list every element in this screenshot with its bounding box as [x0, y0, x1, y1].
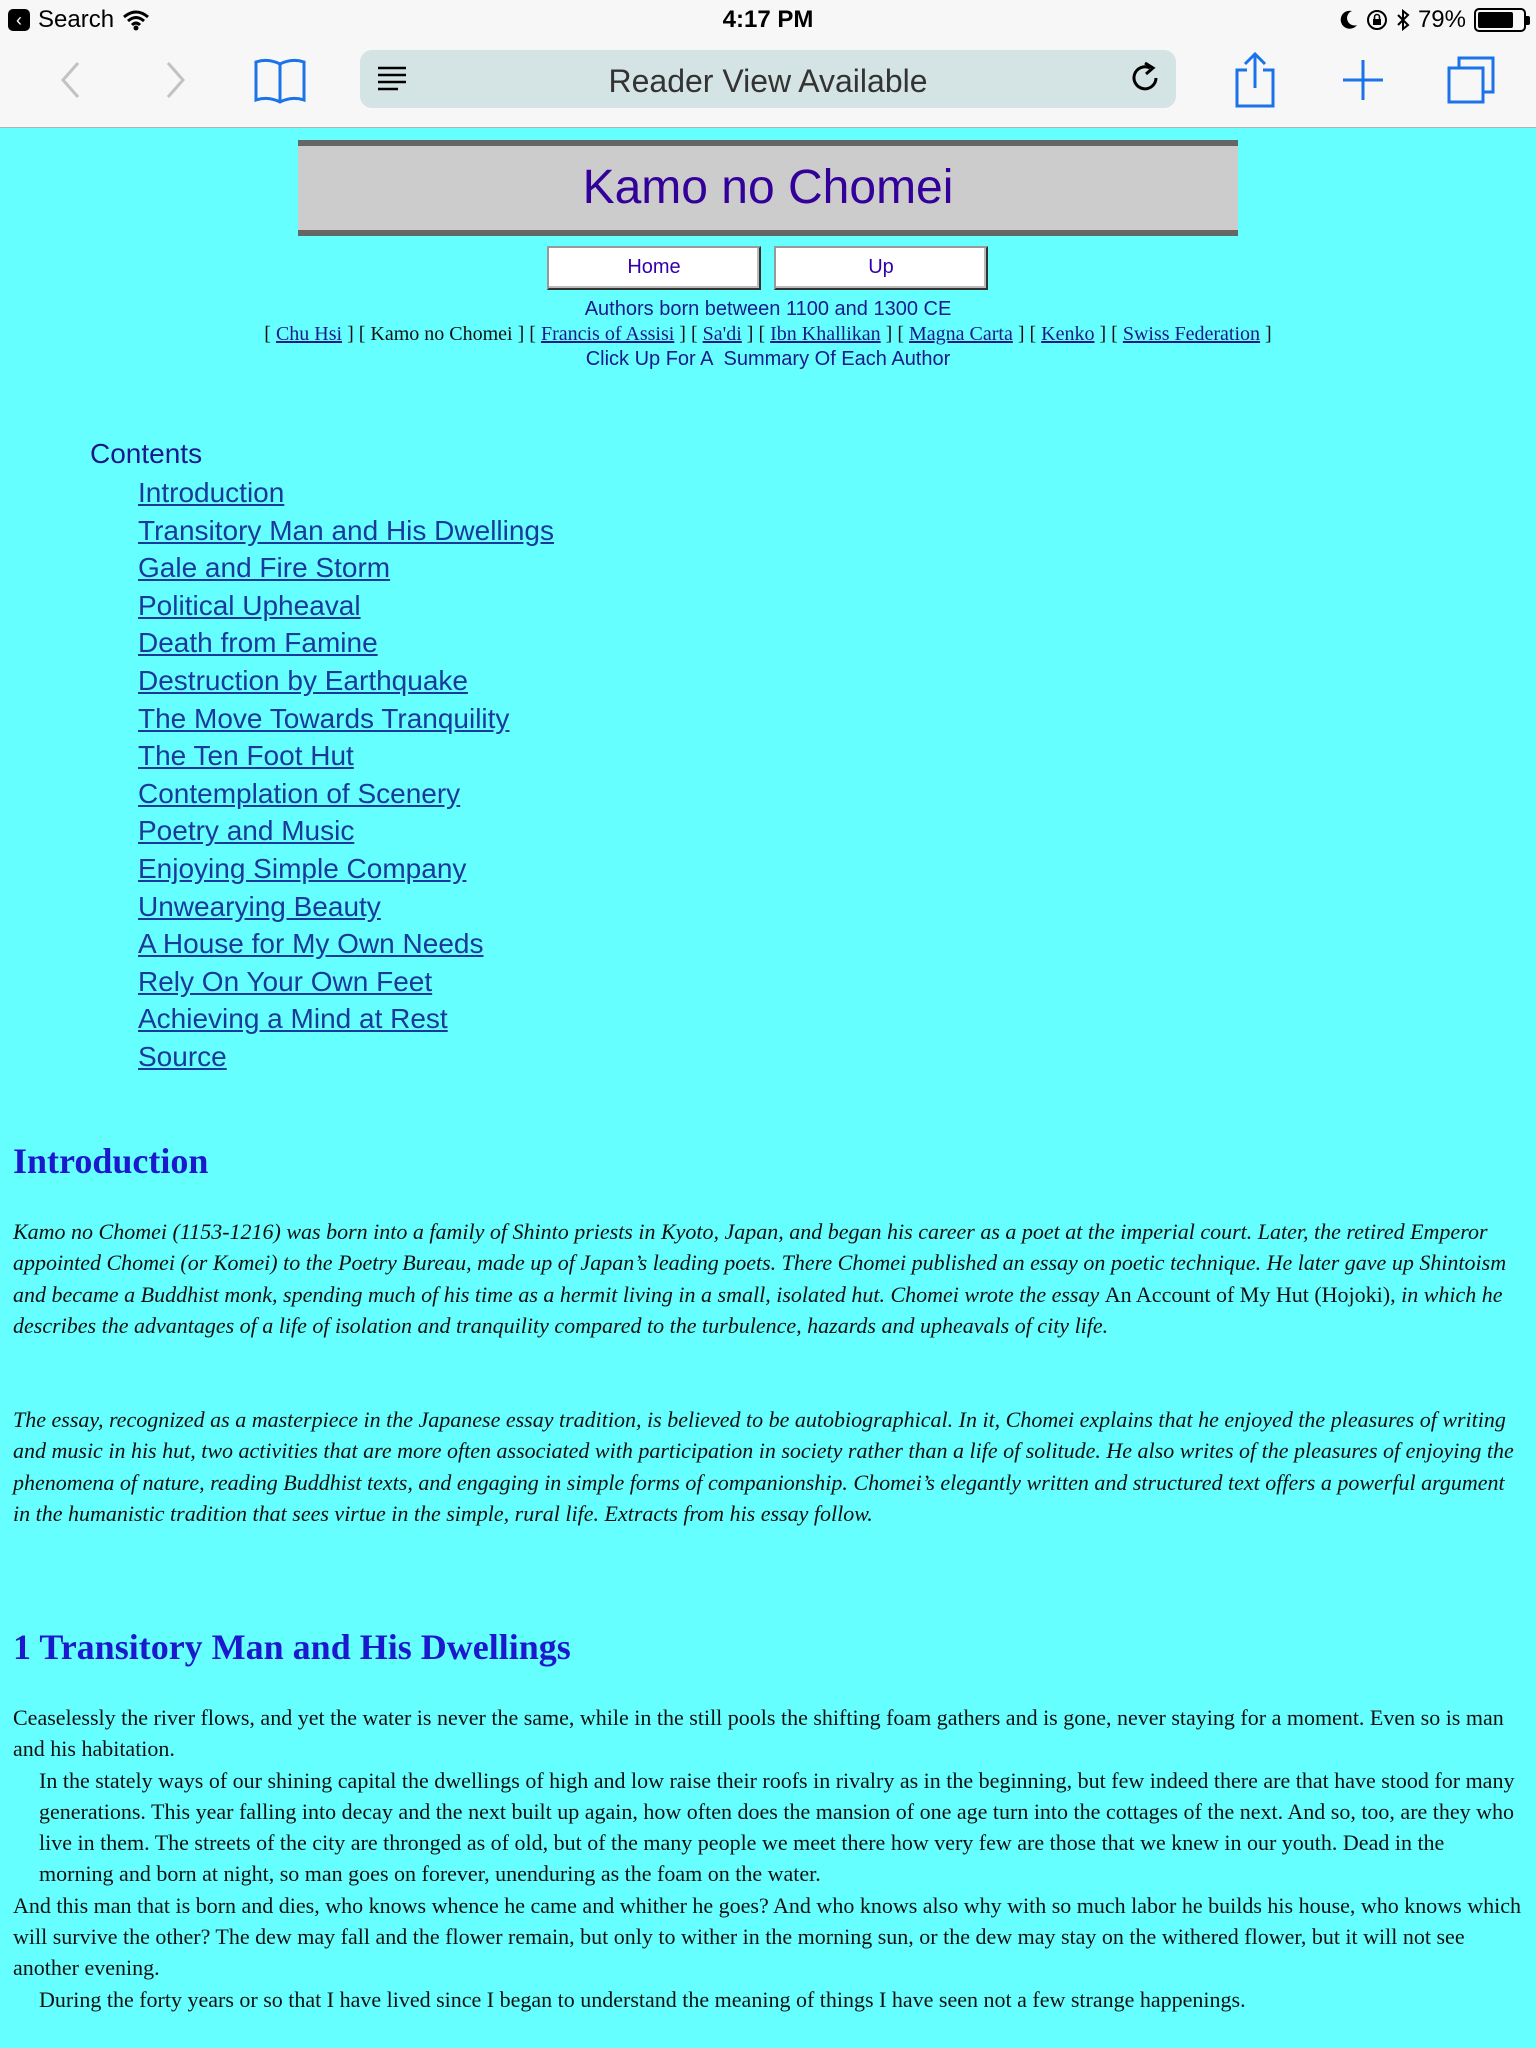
toc-link-scenery[interactable]: Contemplation of Scenery	[138, 777, 461, 809]
toc-link-political[interactable]: Political Upheaval	[138, 589, 361, 621]
bluetooth-icon	[1396, 9, 1410, 31]
section1-p3: And this man that is born and dies, who knows whence he came and whither he goes? And who knows also why with so much labor he builds his house, who knows which will survive the other? The dew may fall and the flower remain, but only to wither in the morning sun, or the dew may stay on the withered flower, but it will not see another evening.	[13, 1892, 1521, 1981]
share-icon	[1233, 52, 1277, 108]
toc-item	[138, 963, 554, 1001]
share-button[interactable]	[1230, 48, 1280, 112]
forward-icon	[165, 60, 187, 100]
new-tab-button[interactable]	[1338, 48, 1388, 112]
author-link-magna-carta[interactable]: Magna Carta	[908, 323, 1013, 345]
back-to-app-label: Search	[38, 6, 115, 33]
forward-button[interactable]	[156, 48, 196, 112]
toc-item	[138, 737, 554, 775]
summary-hint: Click Up For A Summary Of Each Author	[585, 348, 951, 370]
toc-item	[138, 587, 554, 625]
author-link-sadi[interactable]: Sa'di	[702, 323, 742, 345]
toc-item	[138, 850, 554, 888]
home-button[interactable]: Home	[547, 246, 761, 290]
back-button[interactable]	[50, 48, 90, 112]
toc-link-famine[interactable]: Death from Famine	[138, 627, 378, 659]
toc-link-house[interactable]: A House for My Own Needs	[138, 928, 484, 960]
toc-item	[138, 1000, 554, 1038]
contents-heading: Contents	[90, 438, 203, 469]
toc-item	[138, 925, 554, 963]
author-link-ibn-khallikan[interactable]: Ibn Khallikan	[770, 323, 881, 345]
battery-percent: 79%	[1417, 6, 1466, 33]
bookmarks-button[interactable]	[250, 48, 310, 112]
table-of-contents	[138, 474, 554, 1076]
battery-icon	[1474, 8, 1526, 32]
intro-heading: Introduction	[13, 1141, 209, 1181]
toc-item	[138, 512, 554, 550]
author-link-kenko[interactable]: Kenko	[1041, 323, 1095, 345]
intro-p1-end: , in which he describes the advantages of a life of isolation and tranquility compared to the turbulence, hazards and upheavals of city life.	[13, 1281, 1503, 1338]
status-right	[1340, 6, 1526, 34]
author-current: Kamo no Chomei	[370, 323, 513, 345]
back-to-app-icon: ‹	[8, 9, 30, 31]
section1-p4: During the forty years or so that I have lived since I began to understand the meaning of things I have seen not a few strange happenings.	[39, 1986, 1246, 2012]
toc-item	[138, 812, 554, 850]
safari-toolbar	[0, 40, 1536, 128]
essay-title: An Account of My Hut (Hojoki)	[1104, 1281, 1391, 1307]
intro-paragraph-2	[13, 1404, 1523, 1529]
browser-chrome	[0, 0, 1536, 128]
generation-label: Authors born between 1100 and 1300 CE	[584, 298, 952, 320]
reload-icon[interactable]	[1128, 61, 1162, 95]
toc-item	[138, 474, 554, 512]
tabs-icon	[1445, 54, 1497, 106]
section1-p2: In the stately ways of our shining capital the dwellings of high and low raise their roofs in rivalry as in the beginning, but few indeed there are that have stood for many generations. This year falling into decay and the next built up again, how often does the mansion of one age turn into the cottages of the next. And so, too, are they who live in them. The streets of the city are thronged as of old, but of the many people we meet there how very few are those that we knew in our youth. Dead in the morning and born at night, so man goes on forever, unenduring as the foam on the water.	[39, 1767, 1515, 1887]
toc-link-introduction[interactable]: Introduction	[138, 477, 285, 508]
address-bar[interactable]	[360, 50, 1176, 108]
rotation-lock-icon	[1366, 9, 1388, 31]
intro-paragraph-1	[13, 1216, 1523, 1341]
section1-p1: Ceaselessly the river flows, and yet the water is never the same, while in the still pools the shifting foam gathers and is gone, never staying for a moment. Even so is man and his habitation.	[13, 1705, 1504, 1762]
tabs-button[interactable]	[1444, 48, 1498, 112]
toc-link-gale[interactable]: Gale and Fire Storm	[138, 552, 391, 584]
up-button[interactable]: Up	[774, 246, 988, 290]
toc-link-feet[interactable]: Rely On Your Own Feet	[138, 965, 433, 997]
toc-link-poetry[interactable]: Poetry and Music	[138, 815, 355, 847]
toc-link-earthquake[interactable]: Destruction by Earthquake	[138, 664, 468, 696]
clock: 4:17 PM	[722, 6, 814, 33]
back-icon	[59, 60, 81, 100]
toc-item	[138, 700, 554, 738]
toc-item	[138, 888, 554, 926]
intro-p1-start: Kamo no Chomei (1153-1216) was born into a family of Shinto priests in Kyoto, Japan, and began his career as a poet at the imperial court. Later, the retired Emperor appointed Chomei (or Komei) to the Poetry Bureau, made up of Japan’s leading poets. There Chomei published an essay on poetic technique. He later gave up Shintoism and became a Buddhist monk, spending much of his time as a hermit living in a small, isolated hut. Chomei wrote the essay	[13, 1219, 1507, 1307]
toc-link-transitory-man[interactable]: Transitory Man and His Dwellings	[138, 514, 554, 546]
section1-body	[13, 1702, 1523, 2015]
toc-item	[138, 624, 554, 662]
author-links: [ Chu Hsi ] [ Kamo no Chomei ] [ Francis of Assisi ] [ Sa'di ] [ Ibn Khallikan ] [ Magna Carta ] [ Kenko ] [ Swiss Federation ]	[264, 323, 1272, 345]
toc-link-tranquility[interactable]: The Move Towards Tranquility	[138, 702, 510, 734]
battery-level	[1478, 12, 1513, 28]
author-link-chu-hsi[interactable]: Chu Hsi	[275, 323, 343, 345]
page-title: Kamo no Chomei	[582, 161, 954, 214]
status-bar	[0, 0, 1536, 40]
address-label: Reader View Available	[608, 63, 928, 99]
title-banner	[298, 140, 1238, 236]
moon-icon	[1340, 10, 1358, 30]
author-link-swiss[interactable]: Swiss Federation	[1122, 323, 1261, 345]
toc-item	[138, 662, 554, 700]
author-link-francis[interactable]: Francis of Assisi	[540, 323, 675, 345]
toc-link-source[interactable]: Source	[138, 1040, 227, 1072]
section1-heading: 1 Transitory Man and His Dwellings	[13, 1627, 571, 1667]
toc-link-company[interactable]: Enjoying Simple Company	[138, 852, 467, 884]
toc-link-mind[interactable]: Achieving a Mind at Rest	[138, 1003, 448, 1035]
toc-link-ten-foot-hut[interactable]: The Ten Foot Hut	[138, 740, 354, 772]
toc-item	[138, 775, 554, 813]
toc-item	[138, 1038, 554, 1076]
new-tab-icon	[1341, 58, 1385, 102]
toc-item	[138, 549, 554, 587]
intro-p2-text: The essay, recognized as a masterpiece in the Japanese essay tradition, is believed to be autobiographical. In it, Chomei explains that he enjoyed the pleasures of writing and music in his hut, two activities that are more often associated with participation in society rather than a life of solitude. He also writes of the pleasures of enjoying the phenomena of nature, reading Buddhist texts, and engaging in simple forms of companionship. Chomei’s elegantly written and structured text offers a powerful argument in the humanistic tradition that sees virtue in the simple, rural life. Extracts from his essay follow.	[13, 1407, 1514, 1526]
toc-link-beauty[interactable]: Unwearying Beauty	[138, 890, 381, 922]
bookmarks-icon	[253, 56, 307, 104]
